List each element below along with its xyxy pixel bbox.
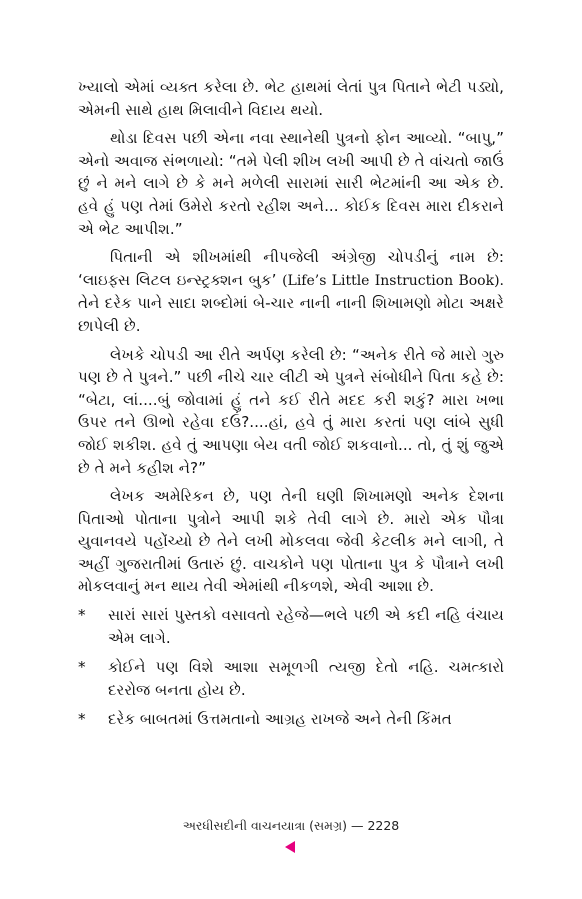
paragraph-author-note: લેખક અમેરિકન છે, પણ તેની ઘણી શિખામણો અનેક દેશના પિતાઓ પોતાના પુત્રોને આપી શકે તેવી લાગે છે. મારો એક પૌત્રા યુવાનવયે પહોંચ્યો છે તેને લખી મોકલવા જેવી કેટલીક મને લાગી, તે અહીં ગુજરાતીમાં ઉતારું છું. વાચકોને પણ પોતાના પુત્ર કે પૌત્રાને લખી મોકલવાનું મન થાય તેવી એમાંથી નીકળશે, એવી આશા છે.: [78, 487, 504, 596]
asterisk-bullet-icon: *: [78, 710, 86, 729]
page-footer: અરધીસદીની વાચનયાત્રા (સમગ્ર) — 2228: [182, 818, 400, 833]
advice-item: [78, 708, 504, 731]
paragraph-book-title: [78, 246, 504, 337]
advice-item: [78, 604, 504, 649]
paragraph-continuation: ખ્યાલો એમાં વ્યક્ત કરેલા છે. ભેટ હાથમાં લેતાં પુત્ર પિતાને ભેટી પડ્યો, એમની સાથે હાથ મિલાવીને વિદાય થયો.: [78, 78, 504, 119]
book-title-description: તેને દરેક પાને સાદા શબ્દોમાં બે-ચાર નાની નાની શિખામણો મોટા અક્ષરે છાપેલી છે.: [78, 294, 504, 335]
paragraph-phone-call: થોડા દિવસ પછી એના નવા સ્થાનેથી પુત્રનો ફોન આવ્યો. “બાપુ,” એનો અવાજ સંભળાયો: “તમે પેલી શીખ લખી આપી છે તે વાંચતો જાઉં છું ને મને લાગે છે કે મને મળેલી સારામાં સારી ભેટમાંની આ એક છે. હવે હું પણ તેમાં ઉમેરો કરતો રહીશ અને... કોઈક દિવસ મારા દીકરાને એ ભેટ આપીશ.”: [78, 129, 504, 238]
advice-text: કોઈને પણ વિશે આશા સમૂળગી ત્યજી દેતો નહિ. ચમત્કારો દરરોજ બનતા હોય છે.: [108, 658, 504, 699]
book-title-intro: પિતાની એ શીખમાંથી નીપજેલી અંગ્રેજી ચોપડીનું નામ છે: ‘લાઇફ્સ લિટલ ઇન્સ્ટ્રક્શન બુક’: [78, 248, 504, 289]
paragraph-dedication: લેખકે ચોપડી આ રીતે અર્પણ કરેલી છે: “અનેક રીતે જે મારો ગુરુ પણ છે તે પુત્રને.” પછી નીચે ચાર લીટી એ પુત્રને સંબોધીને પિતા કહે છે: “બેટા, લાં....બું જોવામાં હું તને કઈ રીતે મદદ કરી શકું? મારા ખભા ઉપર તને ઊભો રહેવા દઉં?....હાં, હવે તું મારા કરતાં પણ લાંબે સુધી જોઈ શકીશ. હવે તું આપણા બેય વતી જોઈ શકવાનો... તો, તું શું જુએ છે તે મને કહીશ ને?”: [78, 345, 504, 477]
advice-text: સારાં સારાં પુસ્તકો વસાવતો રહેજે—ભલે પછી એ કદી નહિ વંચાય એમ લાગે.: [108, 606, 504, 647]
advice-item: [78, 656, 504, 701]
book-title-english: (Life’s Little Instruction Book).: [282, 272, 504, 289]
asterisk-bullet-icon: *: [78, 606, 86, 625]
triangle-left-icon[interactable]: [285, 841, 295, 853]
advice-list: [78, 604, 504, 731]
advice-text: દરેક બાબતમાં ઉત્તમતાનો આગ્રહ રાખજે અને તેની કિંમત: [108, 710, 452, 729]
page-body: [78, 76, 504, 738]
asterisk-bullet-icon: *: [78, 658, 86, 677]
